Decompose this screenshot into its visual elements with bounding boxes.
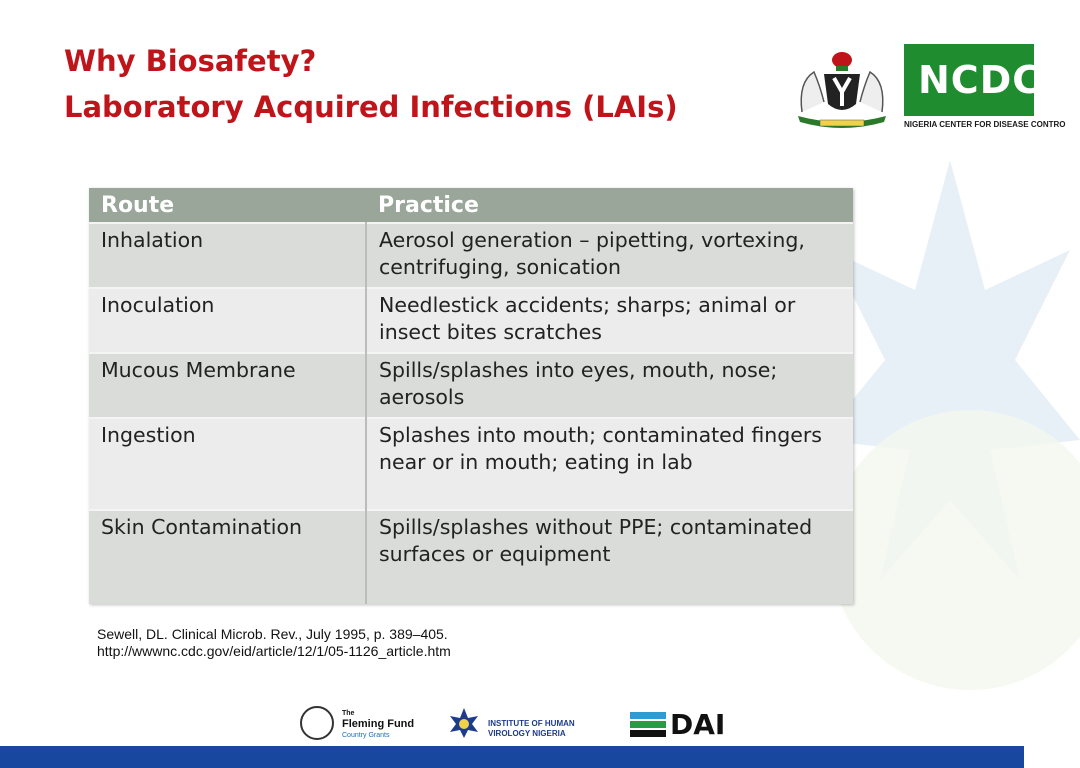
slide-title <box>64 38 678 130</box>
footer-bar <box>0 746 1024 768</box>
table-row <box>89 223 853 288</box>
fleming-fund-logo <box>300 706 430 742</box>
reference-line-1: Sewell, DL. Clinical Microb. Rev., July 1995, p. 389–405. <box>97 626 448 642</box>
fleming-fund-name: Fleming Fund <box>342 718 415 730</box>
dai-text: DAI <box>670 708 726 741</box>
dai-stripes-icon <box>630 712 666 738</box>
table-row <box>89 418 853 510</box>
practice-cell: Aerosol generation – pipetting, vortexing, centrifuging, sonication <box>366 223 853 288</box>
fleming-fund-emblem-icon <box>300 706 334 740</box>
table-row <box>89 288 853 353</box>
ihvn-logo <box>448 706 588 742</box>
table-header-row <box>89 188 853 223</box>
route-cell: Inoculation <box>89 288 366 353</box>
route-cell: Skin Contamination <box>89 510 366 604</box>
route-cell: Inhalation <box>89 223 366 288</box>
practice-cell: Needlestick accidents; sharps; animal or insect bites scratches <box>366 288 853 353</box>
ihvn-line-1: INSTITUTE OF HUMAN <box>488 719 575 728</box>
ncdc-logo-subtitle: NIGERIA CENTER FOR DISEASE CONTRO <box>904 120 1066 129</box>
route-cell: Mucous Membrane <box>89 353 366 418</box>
nigeria-coat-of-arms-logo <box>790 42 894 130</box>
fleming-fund-the: The <box>342 710 355 717</box>
ihvn-emblem-icon <box>448 706 480 740</box>
ihvn-text <box>488 719 575 739</box>
fleming-fund-subtitle: Country Grants <box>342 732 390 739</box>
practice-cell: Splashes into mouth; contaminated fingers near or in mouth; eating in lab <box>366 418 853 510</box>
header-route: Route <box>89 188 366 223</box>
ncdc-logo-text: NCDC <box>918 58 1042 102</box>
practice-cell: Spills/splashes without PPE; contaminated surfaces or equipment <box>366 510 853 604</box>
title-line-2: Laboratory Acquired Infections (LAIs) <box>64 90 678 124</box>
header-practice: Practice <box>366 188 853 223</box>
route-cell: Ingestion <box>89 418 366 510</box>
ihvn-line-2: VIROLOGY NIGERIA <box>488 729 566 738</box>
title-line-1: Why Biosafety? <box>64 44 317 78</box>
dai-logo <box>630 710 730 740</box>
table-row <box>89 353 853 418</box>
table-row <box>89 510 853 604</box>
practice-cell: Spills/splashes into eyes, mouth, nose; aerosols <box>366 353 853 418</box>
reference-url: http://wwwnc.cdc.gov/eid/article/12/1/05-1126_article.htm <box>97 643 451 659</box>
reference-citation <box>97 626 451 660</box>
ncdc-logo <box>904 44 1066 134</box>
lai-routes-table <box>89 188 853 604</box>
background-star-decoration <box>820 150 1080 710</box>
